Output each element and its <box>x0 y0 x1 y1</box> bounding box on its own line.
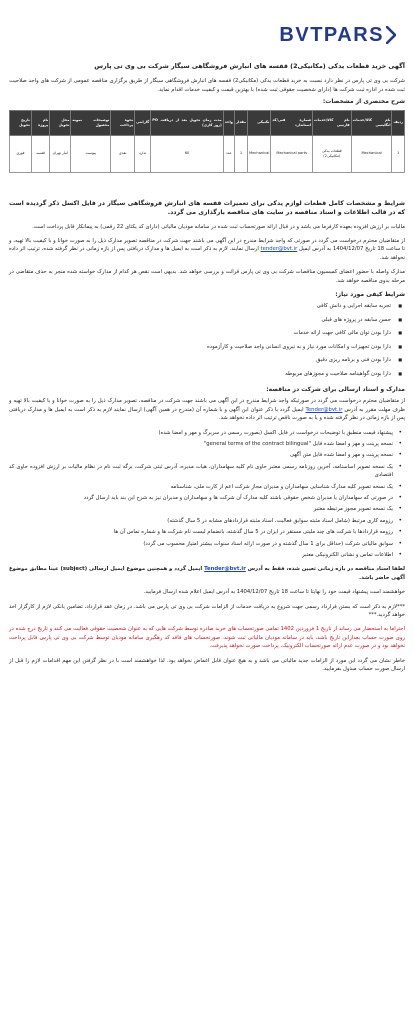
table-header-cell: تاریخ تحویل <box>10 110 32 135</box>
quality-item: ■ دارا بودن توان مالی کافی جهت ارائه خدمات <box>9 329 391 337</box>
table-cell: 1 <box>234 135 247 172</box>
quality-item: ■ حسن سابقه در پروژه های قبلی <box>9 316 391 324</box>
table-header-cell: گارانتی <box>135 110 151 135</box>
document-item: • نسخه پرینت و مهر و امضا شده فایل "general terms of the contract bilingual" <box>9 440 393 448</box>
table-cell: قفسه <box>31 135 49 172</box>
table-header-cell: محل تحویل <box>50 110 71 135</box>
document-item: • رزومه کاری مرتبط (شامل اسناد مثبته سوابق فعالیت، اسناد مثبته قراردادهای مشابه در 5 سال گذشته) <box>9 517 393 525</box>
logo-text: BVTPARS <box>279 23 384 46</box>
company-logo <box>279 22 396 48</box>
quality-heading: شرایط کیفی مورد نیاز: <box>335 291 405 299</box>
table-header-cell: توضیحات نمونه محصول <box>71 110 111 135</box>
table-cell: 1 <box>392 135 405 172</box>
tender-email-link[interactable]: tender@bvt.ir <box>260 246 298 253</box>
document-item: • یک نسخه تصویر مجوز مرتبطه معتبر <box>9 505 393 513</box>
table-header-cell: شماره فنی/کد استاندارد <box>271 110 313 135</box>
document-item: • پیشنهاد قیمت منطبق با توضیحات درخواست در فایل اکسل (بصورت رسمی در سربرگ و مهر و امضا شده) <box>9 429 393 437</box>
documents-list <box>9 429 405 560</box>
document-item: • رزومه قراردادها با شرکت های چند ملیتی مستقر در ایران در 5 سال گذشته، بانضمام لیست نام شرکت ها و شماره تماس آن ها <box>9 528 393 536</box>
intro-paragraph: شرکت بی وی تی پارس در نظر دارد نسبت به خرید قطعات یدکی (مکانیکی2) قفسه های انبارش فروشگاهی سیگار از طریق برگزاری مناقصه عمومی از شرکت های واجد صلاحیت ثبت شده در اداره ثبت شرکت ها (دارای شخصیت حقوقی ثبت شده) با بهترین قیمت و کیفیت خدمات اقدام نماید. <box>9 78 405 93</box>
documents-heading: مدارک و اسناد ارسالی برای شرکت در مناقصه: <box>266 385 405 393</box>
table-cell: Mechanical parts <box>271 135 313 172</box>
deadline-paragraph: خواهشمند است پیشنهاد قیمت خود را نهایتا تا ساعت 18 تاریخ 1404/12/07 به آدرس ایمیل اعلام شده ارسال فرمایید. <box>143 589 405 596</box>
spec-heading: شرح مختصری از مشخصات: <box>322 98 405 106</box>
table-cell: ندارد <box>135 135 151 172</box>
quality-item: ■ دارا بودن تجهیزات و امکانات مورد نیاز و به نیروی انسانی واجد صلاحیت و کارآزموده <box>9 343 391 351</box>
subject-text-a: لطفا اسناد مناقصه در بازه زمانی تعیین شده، فقط به آدرس <box>245 566 405 573</box>
table-header-cell: تکنیکی <box>248 110 271 135</box>
quality-list <box>9 302 405 377</box>
table-cell: 60 <box>151 135 224 172</box>
submission-paragraph <box>9 237 405 262</box>
subject-email-link[interactable]: Tender@bvt.ir <box>204 566 246 573</box>
document-item: • یک نسخه تصویر کلیه مدارک شناسایی سهامداران و مدیران مجاز شرکت اعم از کارت ملی، شناسنامه <box>9 483 393 491</box>
subject-paragraph <box>9 565 405 582</box>
table-header-cell: نام کالا/خدمات انگلیسی <box>351 110 392 135</box>
table-header-cell: واحد <box>223 110 234 135</box>
table-cell: پیوست <box>71 135 111 172</box>
vat-paragraph: مالیات بر ارزش افزوده بعهده کارفرما می باشد و در قبال ارائه صورتحساب ثبت شده در سامانه مودیان مالیاتی (دارای کد یکتای 22 رقمی) به پیمانکار قابل پرداخت است. <box>32 223 405 230</box>
table-header-cell: مقدار <box>234 110 247 135</box>
submission-text-a: از متقاضیان محترم درخواست می گردد در صورتی که واجد شرایط مندرج در این آگهی می باشند جهت شرکت در مناقصه تصویر مدارک ذیل را به صورت خوانا و با کیفیت بالا تهیه، و تا ساعت 18 تاریخ 1404/12/07 به آدرس ایمیل <box>9 238 405 253</box>
documents-email-link[interactable]: Tender@bvt.ir <box>305 406 343 413</box>
tender-document <box>9 62 405 679</box>
document-item: • نسخه پرینت و مهر و امضا شده فایل متن آگهی <box>9 451 393 459</box>
document-item: • در صورتی که سهامداران یا مدیران شخص حقوقی باشند کلیه مدارک آن شرکت ها و سهامداران و مدیران نیز به شرح این بند باید ارسال گردد <box>9 494 393 502</box>
quality-item: ■ دارا بودن گواهینامه صلاحیت و مجوزهای مربوطه <box>9 370 391 378</box>
document-item: • اطلاعات تماس و نشانی الکترونیکی معتبر <box>9 551 393 559</box>
subject-text-b: ایمیل گردد و همچنین موضوع ایمیل ارسالی (subject) عینا مطابق موضوع آگهی حاضر باشد. <box>9 566 405 581</box>
table-cell: فوری <box>10 135 32 172</box>
table-header-cell: نام پروژه <box>31 110 49 135</box>
page-title: آگهی خرید قطعات یدکی (مکانیکی2) قفسه های انبارش فروشگاهی سیگار شرکت بی وی تی پارس <box>94 62 405 70</box>
documents-intro <box>9 397 405 422</box>
table-cell: Mechanical <box>351 135 392 172</box>
table-cell: عدد <box>223 135 234 172</box>
table-header-row <box>10 110 405 135</box>
table-header-cell: ردیف <box>392 110 405 135</box>
table-cell: قطعات یدکی (مکانیکی2) <box>313 135 352 172</box>
table-row <box>10 135 405 172</box>
quality-item: ■ دارا بودن فنی و برنامه ریزی دقیق <box>9 356 391 364</box>
tax-notice: احتراما به استحضار می رساند از تاریخ 1 فروردین 1402 تمامی صورتحساب های خرید صادره توسط شرکت هایی که به عنوان شخصیت حقوقی فعالیت می کنند و تاریخ درج شده در روی صورت حساب بعدازاین تاریخ باشد، باید در سامانه مودیان مالیاتی ثبت شوند. صورتحساب های فاقد کد رهگیری سامانه مودیان توسط شرکت بی وی تی پارس قابل پرداخت نخواهد بود و در صورت عدم ارائه صورتحساب الکترونیک، پرداخت صورت نخواهد پذیرفت. <box>9 626 405 650</box>
contract-note: ***لازم به ذکر است که بستن قرارداد رسمی جهت شروع به دریافت خدمات از الزامات شرکت بی وی تی پارس می باشد. در زمان عقد قرارداد، تضامین بانکی لازم از کارگزار اخذ خواهد گردید.*** <box>9 603 405 619</box>
table-cell: Mechanical <box>248 135 271 172</box>
conditions-heading: شرایط و مشخصات کامل قطعات لوازم یدکی برای تعمیرات قفسه های انبارش فروشگاهی سیگار در فایل اکسل ذکر گردیده است که در قالب اطلاعات و اسناد مناقصه در سایت های مناقصه بارگذاری می گردد. <box>9 199 405 216</box>
table-header-cell: نحوه پرداخت <box>111 110 135 135</box>
table-cell: انبار تهران <box>50 135 71 172</box>
quality-item: ■ تجربه سابقه اجرایی و دانش کافی <box>9 302 391 310</box>
spec-table <box>9 110 405 173</box>
documents-intro-b: ایمیل گردد با ذکر عنوان این آگهی و با شماره آن (مندرج در همین آگهی) ارسال نمایند لازم به ذکر است به ایمیل ها و مدارک دریافتی پس از بازه زمانی در نظر گرفته شده و یا به صورت ناقص ترتیب اثر داده نخواهد شد. <box>9 406 405 422</box>
submission-text-b: ارسال نمایند. لازم به ذکر است به ایمیل ها و مدارک دریافتی پس از بازه زمانی در نظر گرفته شده، ترتیب اثر داده نخواهد شد. <box>9 246 405 261</box>
closing-paragraph: خاطر نشان می گردد این مورد از الزامات جدید مالیاتی می باشد و به هیچ عنوان قابل اغماض نخواهد بود. لذا خواهشمند است با در نظر گرفتن این مهم اقدامات لازم را قبل از ارسال صورت حساب مبذول بفرمایید. <box>9 657 405 673</box>
documents-intro-a: از متقاضیان محترم درخواست می گردد در صورتیکه واجد شرایط مندرج در این آگهی می باشند جهت شرکت در مناقصه، تصویر مدارک ذیل را به صورت خوانا و با کیفیت بالا تهیه و ظرف مهلت مقرر به آدرس <box>9 398 405 413</box>
logo-swoosh-icon <box>386 26 396 44</box>
document-item: • سوابق مالیاتی شرکت (حداقل برای 1 سال گذشته و در صورت ارائه اسناد سنوات بیشتر امتیاز محسوب می گردد) <box>9 540 393 548</box>
table-header-cell: نام کالا/خدمات فارسی <box>313 110 352 135</box>
table-cell: نقدی <box>111 135 135 172</box>
commission-paragraph: مدارک واصله با حضور اعضای کمیسیون مناقصات شرکت بی وی تی پارس قرائت و بررسی خواهد شد. بدیهی است نقص هر کدام از مدارک خواسته شده منجر به حذف متقاضی در مرحله بدوی مناقصه خواهد شد. <box>9 269 405 284</box>
table-header-cell: مدت زمان تحویل بعد از دریافت PO (روز کاری) <box>151 110 224 135</box>
document-item: • یک نسخه تصویر اساسنامه، آخرین روزنامه رسمی معتبر حاوی نام کلیه سهامداران، هیات مدیره، آدرس ثبتی شرکت، برگه ثبت نام در نظام مالیات بر ارزش افزوده حاوی کد اقتصادی <box>9 463 393 480</box>
